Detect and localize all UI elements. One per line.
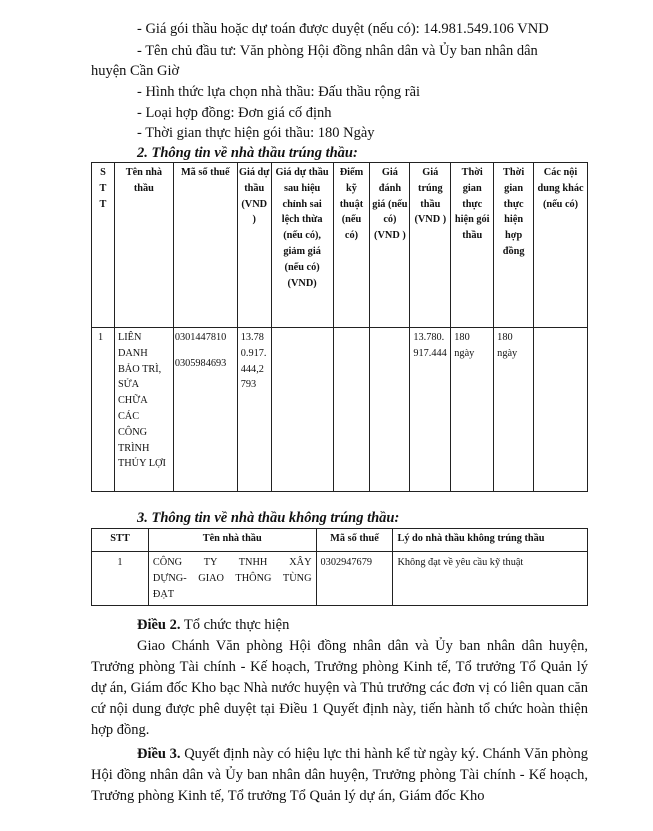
article3-title: Điều 3.	[137, 746, 181, 762]
table-header-row	[92, 529, 588, 552]
cell-contractor-name	[148, 552, 316, 606]
section2-heading: 2. Thông tin về nhà thầu trúng thầu:	[137, 145, 358, 161]
cell-eval-price	[370, 328, 410, 492]
article2-title: Điều 2.	[137, 617, 181, 633]
table-header-row	[92, 163, 588, 328]
table-row	[92, 552, 588, 606]
name-line-2: DỰNG- GIAO THÔNG TÙNG	[152, 572, 312, 584]
selection-method-line: - Hình thức lựa chọn nhà thầu: Đấu thầu rộng rãi	[137, 84, 421, 100]
package-price-line: - Giá gói thầu hoặc dự toán được duyệt (nếu có): 14.981.549.106 VND	[137, 21, 549, 37]
cell-tax-code: 0302947679	[316, 552, 393, 606]
cell-stt: 1	[92, 328, 115, 492]
table-row	[92, 328, 588, 492]
col-header-tech-score: Điểm kỹ thuật (nếu có)	[333, 163, 370, 328]
col-header-name: Tên nhà thầu	[114, 163, 173, 328]
contract-type-line: - Loại hợp đồng: Đơn giá cố định	[137, 105, 332, 121]
col-header-stt: S T T	[92, 163, 115, 328]
cell-package-time: 180 ngày	[451, 328, 494, 492]
col-header-name: Tên nhà thầu	[148, 529, 316, 552]
cell-contract-time: 180 ngày	[494, 328, 534, 492]
col-header-other: Các nội dung khác (nếu có)	[534, 163, 588, 328]
article3-paragraph	[91, 744, 588, 807]
duration-line: - Thời gian thực hiện gói thầu: 180 Ngày	[137, 125, 375, 141]
col-header-eval-price: Giá đánh giá (nếu có) (VND )	[370, 163, 410, 328]
col-header-stt: STT	[92, 529, 149, 552]
cell-win-price: 13.780.917.444	[410, 328, 451, 492]
cell-tech-score	[333, 328, 370, 492]
col-header-win-price: Giá trúng thầu (VND )	[410, 163, 451, 328]
col-header-tax: Mã số thuế	[316, 529, 393, 552]
name-line-1: CÔNG TY TNHH XÂY	[152, 557, 312, 568]
cell-stt: 1	[92, 552, 149, 606]
article2-heading	[137, 616, 289, 635]
losing-contractor-table	[91, 528, 588, 606]
investor-line-cont: huyện Cần Giờ	[91, 63, 180, 79]
tax-code-2: 0305984693	[174, 357, 227, 369]
col-header-tax: Mã số thuế	[173, 163, 237, 328]
tax-code-1: 0301447810	[174, 332, 227, 343]
cell-tax-codes	[173, 328, 237, 492]
name-line-3: ĐẠT	[152, 588, 175, 600]
col-header-package-time: Thời gian thực hiện gói thầu	[451, 163, 494, 328]
cell-bid-price: 13.780.917.444,2793	[237, 328, 271, 492]
cell-contractor-name: LIÊN DANH BẢO TRÌ, SỬA CHỮA CÁC CÔNG TRÌNH THỦY LỢI	[114, 328, 173, 492]
col-header-adjusted-price: Giá dự thầu sau hiệu chỉnh sai lệch thừa (nếu có), giảm giá (nếu có) (VND)	[271, 163, 333, 328]
col-header-reason: Lý do nhà thầu không trúng thầu	[393, 529, 588, 552]
cell-adjusted-price	[271, 328, 333, 492]
article2-title-rest: Tổ chức thực hiện	[180, 617, 290, 633]
investor-line: - Tên chủ đầu tư: Văn phòng Hội đồng nhân dân và Ủy ban nhân dân	[137, 43, 538, 59]
cell-other	[534, 328, 588, 492]
article2-body: Giao Chánh Văn phòng Hội đồng nhân dân và Ủy ban nhân dân huyện, Trưởng phòng Tài chính - Kế hoạch, Trưởng phòng Kinh tế, Tổ trưởng Tổ Quản lý dự án, Giám đốc Kho bạc Nhà nước huyện và Thủ trưởng các đơn vị có liên quan căn cứ nội dung được phê duyệt tại Điều 1 Quyết định này, tiến hành tổ chức hoàn thiện hợp đồng.	[91, 638, 588, 738]
col-header-contract-time: Thời gian thực hiện hợp đồng	[494, 163, 534, 328]
winning-contractor-table	[91, 162, 588, 492]
cell-reason: Không đạt về yêu cầu kỹ thuật	[393, 552, 588, 606]
col-header-bid-price: Giá dự thầu (VND )	[237, 163, 271, 328]
article3-body: Quyết định này có hiệu lực thi hành kể từ ngày ký. Chánh Văn phòng Hội đồng nhân dân và Ủy ban nhân dân huyện, Trưởng phòng Tài chính - Kế hoạch, Trưởng phòng Kinh tế, Tổ trưởng Tổ Quản lý dự án, Giám đốc Kho	[91, 746, 588, 804]
section3-heading: 3. Thông tin về nhà thầu không trúng thầu:	[137, 510, 400, 526]
